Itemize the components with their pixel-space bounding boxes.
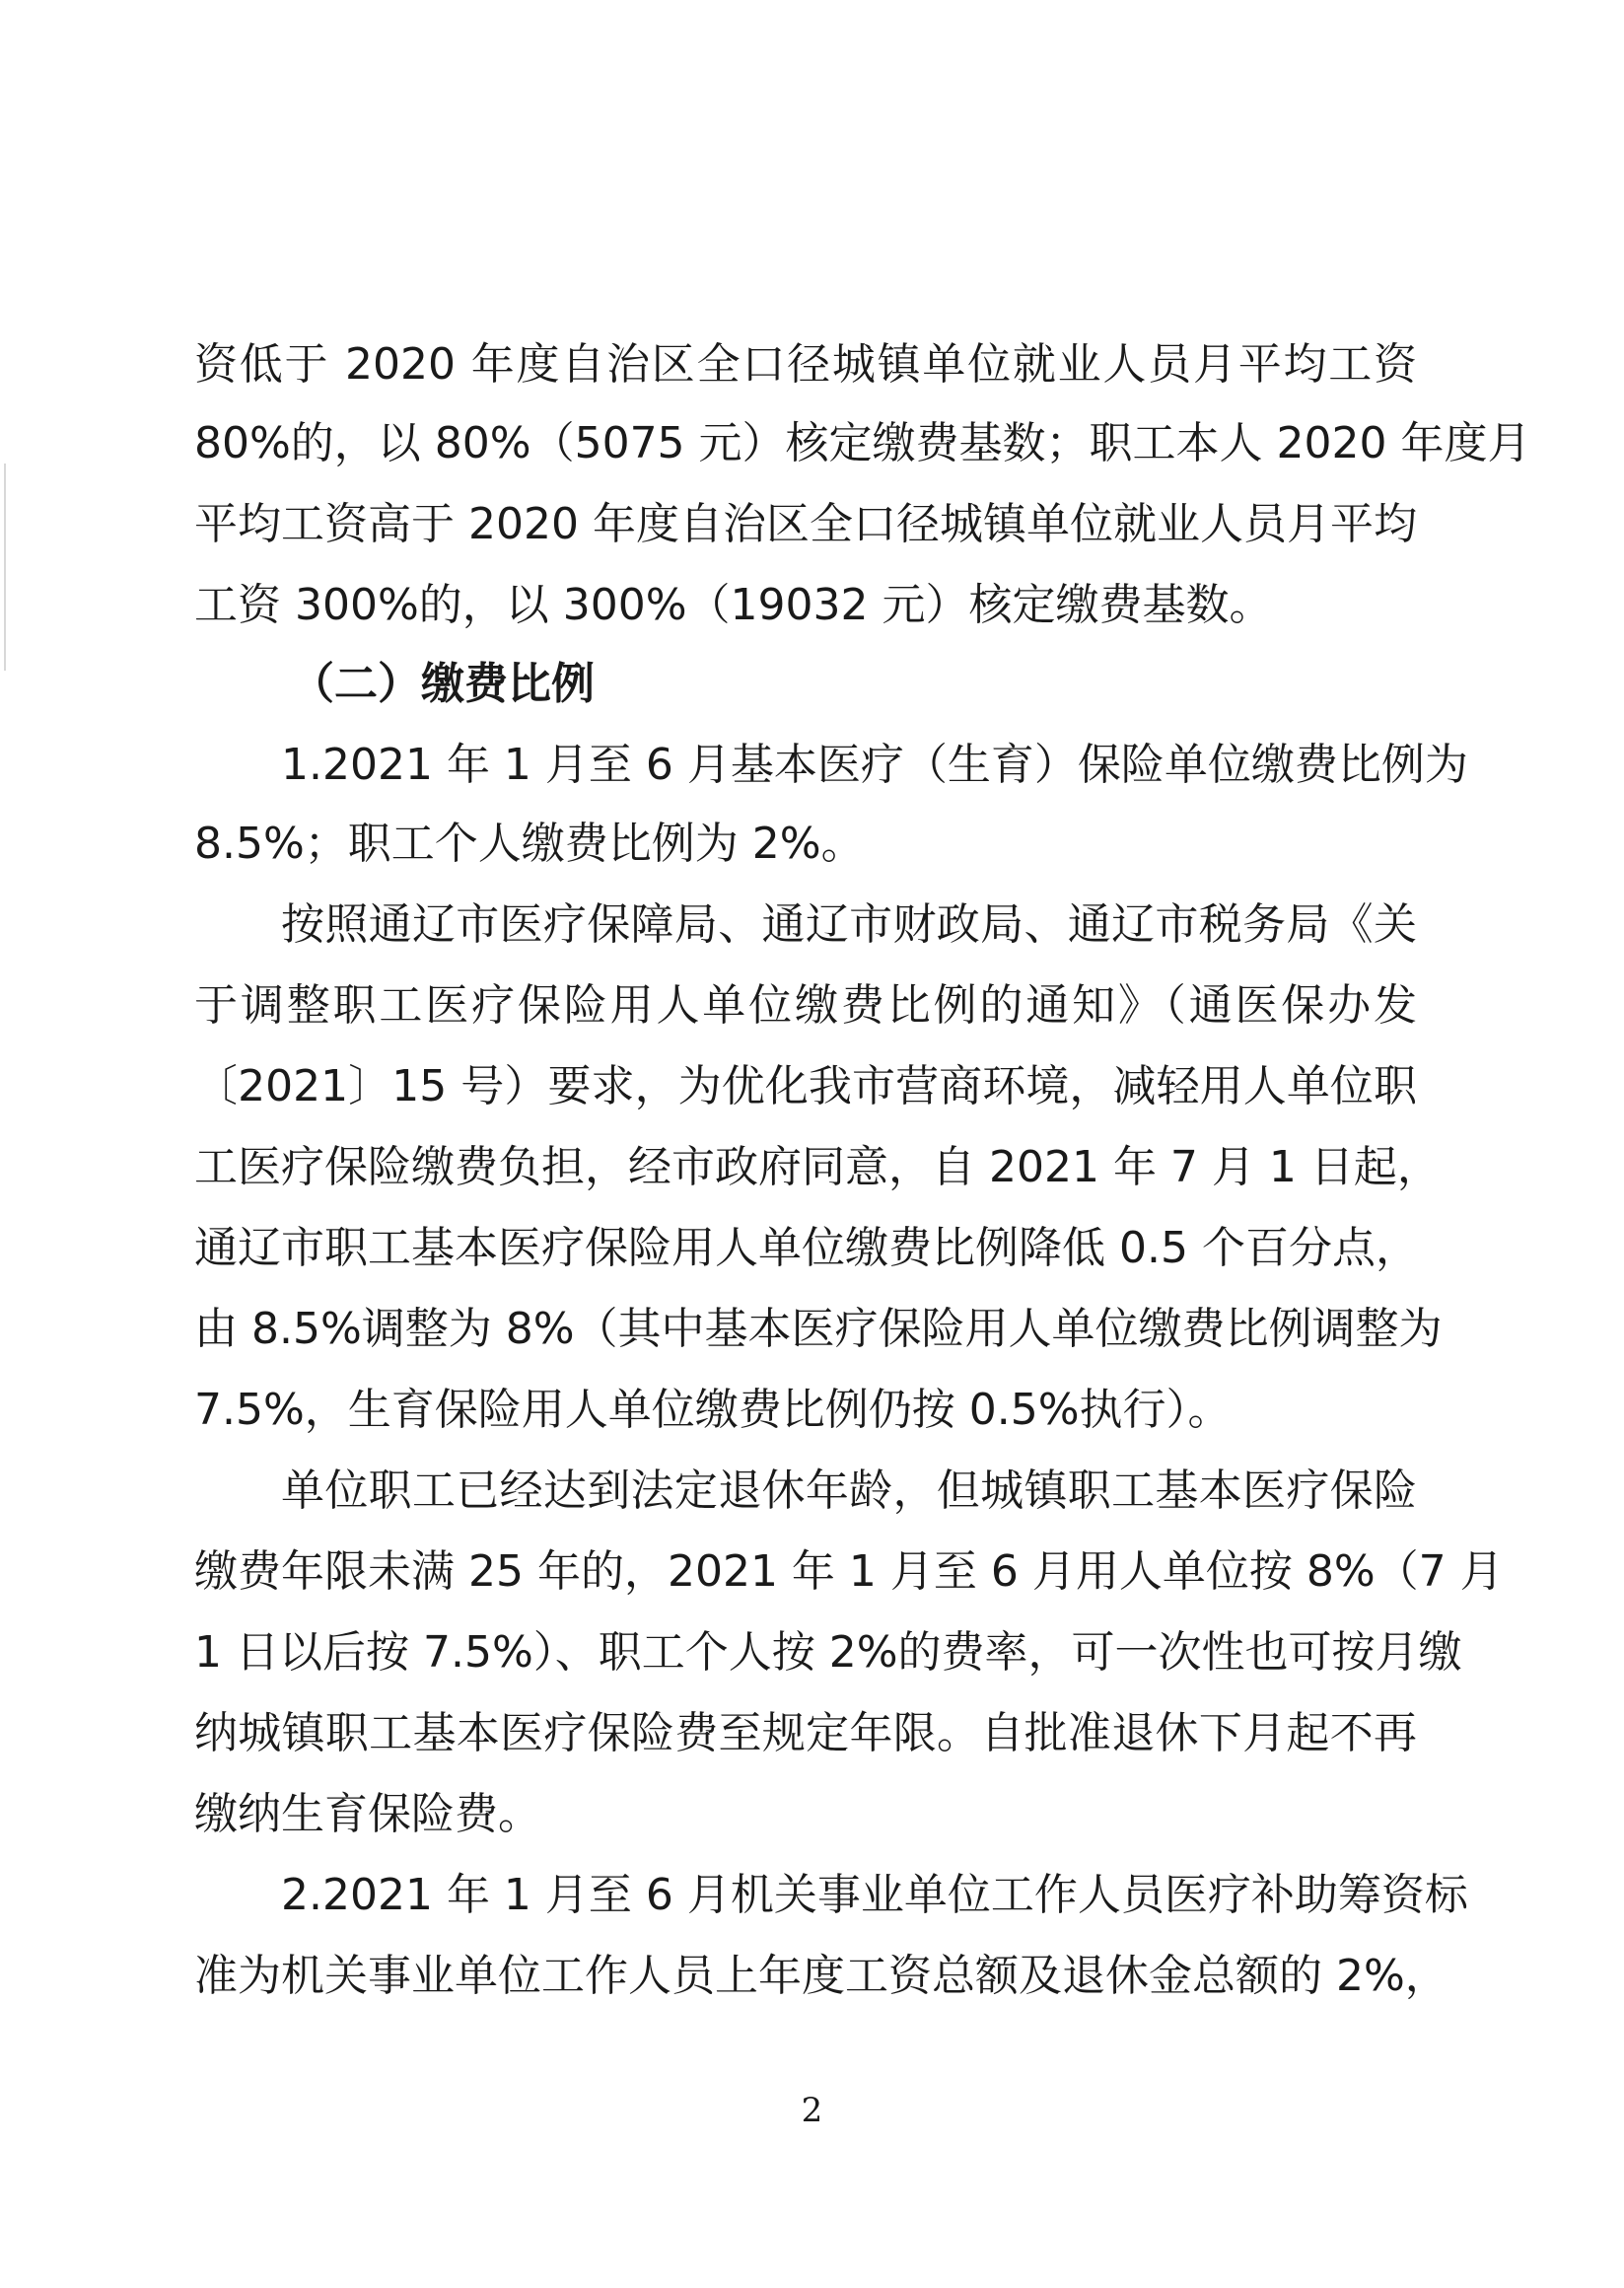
scan-edge-mark: [4, 464, 6, 671]
text-line: 于调整职工医疗保险用人单位缴费比例的通知》（通医保办发: [194, 980, 1417, 1031]
text-line: 工资 300%的，以 300%（19032 元）核定缴费基数。: [194, 580, 1273, 630]
section-heading: （二）缴费比例: [291, 659, 595, 709]
text-line: 1 日以后按 7.5%）、职工个人按 2%的费率，可一次性也可按月缴: [194, 1627, 1462, 1678]
text-line: 资低于 2020 年度自治区全口径城镇单位就业人员月平均工资: [194, 339, 1417, 390]
text-line: 工医疗保险缴费负担，经市政府同意，自 2021 年 7 月 1 日起，: [194, 1142, 1441, 1192]
text-line: 平均工资高于 2020 年度自治区全口径城镇单位就业人员月平均: [194, 499, 1417, 549]
text-line: 按照通辽市医疗保障局、通辽市财政局、通辽市税务局《关: [281, 899, 1417, 950]
text-line: 准为机关事业单位工作人员上年度工资总额及退休金总额的 2%，: [194, 1951, 1448, 2001]
text-line: 1.2021 年 1 月至 6 月基本医疗（生育）保险单位缴费比例为: [281, 740, 1468, 790]
text-line: 单位职工已经达到法定退休年龄，但城镇职工基本医疗保险: [281, 1466, 1417, 1516]
text-line: 7.5%，生育保险用人单位缴费比例仍按 0.5%执行）。: [194, 1385, 1232, 1435]
text-line: 2.2021 年 1 月至 6 月机关事业单位工作人员医疗补助筹资标: [281, 1870, 1468, 1920]
page-number: 2: [801, 2091, 823, 2130]
text-line: 纳城镇职工基本医疗保险费至规定年限。自批准退休下月起不再: [194, 1708, 1417, 1758]
text-line: 〔2021〕15 号）要求，为优化我市营商环境，减轻用人单位职: [194, 1061, 1417, 1111]
text-line: 由 8.5%调整为 8%（其中基本医疗保险用人单位缴费比例调整为: [194, 1304, 1443, 1354]
text-line: 8.5%；职工个人缴费比例为 2%。: [194, 819, 865, 869]
text-line: 缴费年限未满 25 年的，2021 年 1 月至 6 月用人单位按 8%（7 月: [194, 1546, 1504, 1597]
text-line: 通辽市职工基本医疗保险用人单位缴费比例降低 0.5 个百分点，: [194, 1223, 1419, 1273]
text-line: 80%的，以 80%（5075 元）核定缴费基数；职工本人 2020 年度月: [194, 418, 1531, 468]
text-line: 缴纳生育保险费。: [194, 1789, 541, 1839]
